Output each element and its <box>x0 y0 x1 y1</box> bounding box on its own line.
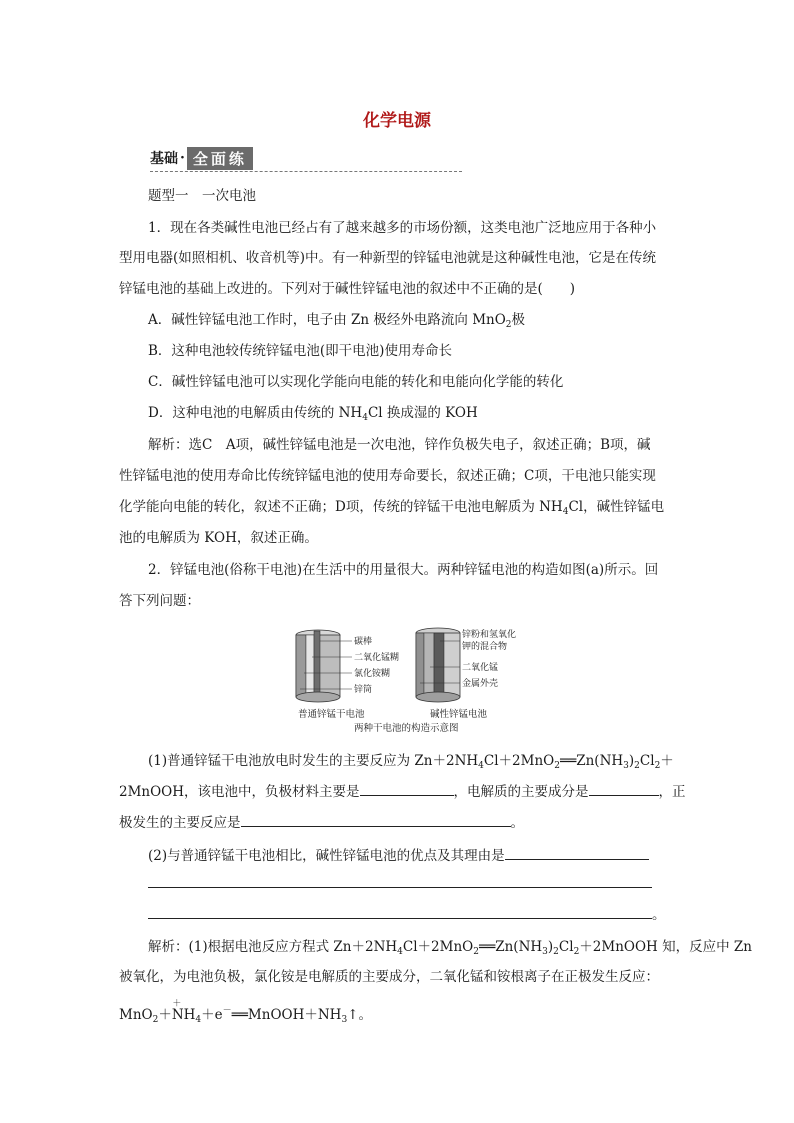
q2-line-1: 2．锌锰电池(俗称干电池)在生活中的用量很大。两种锌锰电池的构造如图(a)所示。回 <box>148 562 659 578</box>
right-label-2: 钾的混合物 <box>462 642 508 652</box>
section-box-label: 全面练 <box>187 147 253 170</box>
battery-figure <box>292 625 532 735</box>
section-base-label: 基础 <box>150 151 178 167</box>
q2-part1-line-1: (1)普通锌锰干电池放电时发生的主要反应为 $Zn+2NH_4Cl+2MnO_2══Zn(NH_3)_2Cl_2+$ <box>148 753 674 771</box>
section-dot: · <box>180 150 185 166</box>
left-label-3: 氯化铵糊 <box>354 669 391 679</box>
page-title: 化学电源 <box>363 111 431 131</box>
dry-cell-drawing <box>296 630 352 702</box>
q1-answer-line-2: 性锌锰电池的使用寿命比传统锌锰电池的使用寿命要长，叙述正确；C项，干电池只能实现 <box>119 468 656 484</box>
q1-line-2: 型用电器(如照相机、收音机等)中。有一种新型的锌锰电池就是这种碱性电池，它是在传统 <box>119 250 657 266</box>
section-label <box>150 146 253 170</box>
right-label-4: 金属外壳 <box>462 679 499 689</box>
q1-line-1: 1．现在各类碱性电池已经占有了越来越多的市场份额，这类电池广泛地应用于各种小 <box>148 220 657 236</box>
answer-blank-advantage-1[interactable] <box>505 845 649 860</box>
answer-blank-advantage-3[interactable] <box>148 904 652 919</box>
left-caption: 普通锌锰干电池 <box>298 709 365 720</box>
q2-answer-line-3: MnO$_2$＋NH ＋ $_4+e^-══MnOOH+NH_3↑$。 <box>119 999 372 1025</box>
q1-line-3: 锌锰电池的基础上改进的。下列对于碱性锌锰电池的叙述中不正确的是( ) <box>119 281 576 297</box>
q1-answer-line-1: 解析：选C A项，碱性锌锰电池是一次电池，锌作负极失电子，叙述正确；B项，碱 <box>148 437 651 453</box>
answer-blank-negative-material[interactable] <box>360 781 454 796</box>
q2-part2-line-1: (2)与普通锌锰干电池相比，碱性锌锰电池的优点及其理由是 <box>148 845 649 866</box>
right-caption: 碱性锌锰电池 <box>430 709 488 720</box>
q1-answer-line-4: 池的电解质为 KOH，叙述正确。 <box>119 530 318 546</box>
left-label-4: 锌筒 <box>354 685 373 695</box>
section-divider <box>150 171 462 172</box>
q1-option-d: D．这种电池的电解质由传统的 $NH_4Cl$ 换成湿的 KOH <box>148 405 478 423</box>
answer-blank-positive-reaction[interactable] <box>241 812 511 827</box>
q2-part1-line-2: 2MnOOH，该电池中，负极材料主要是 ，电解质的主要成分是 ，正 <box>119 781 686 802</box>
q1-option-b: B．这种电池较传统锌锰电池(即干电池)使用寿命长 <box>148 343 452 359</box>
q1-option-c: C．碱性锌锰电池可以实现化学能向电能的转化和电能向化学能的转化 <box>148 374 564 390</box>
answer-blank-electrolyte[interactable] <box>589 781 659 796</box>
answer-blank-advantage-2[interactable] <box>148 873 652 888</box>
alkaline-cell-drawing <box>416 628 460 702</box>
q2-part2-line-2 <box>148 873 652 894</box>
q2-part2-line-3: 。 <box>148 904 666 925</box>
right-label-1: 锌粉和氢氧化 <box>462 630 517 640</box>
battery-diagram <box>292 625 532 735</box>
q2-part1-line-3: 极发生的主要反应是 。 <box>119 812 524 833</box>
q2-line-2: 答下列问题： <box>119 593 200 609</box>
left-label-1: 碳棒 <box>354 637 373 647</box>
q2-answer-line-2: 被氧化，为电池负极，氯化铵是电解质的主要成分，二氧化锰和铵根离子在正极发生反应： <box>119 969 659 985</box>
q1-answer-line-3: 化学能向电能的转化，叙述不正确；D项，传统的锌锰干电池电解质为 $NH_4Cl$，碱性锌锰电 <box>119 499 665 517</box>
left-label-2: 二氧化锰糊 <box>354 653 400 663</box>
figure-caption: 两种干电池的构造示意图 <box>354 723 459 734</box>
q2-answer-line-1: 解析：(1)根据电池反应方程式 $Zn+2NH_4Cl+2MnO_2══Zn(NH_3)_2Cl_2+2MnOOH$ 知，反应中 Zn <box>148 939 752 957</box>
right-label-3: 二氧化锰 <box>462 663 499 673</box>
q1-option-a: A．碱性锌锰电池工作时，电子由 Zn 极经外电路流向 MnO$_2$极 <box>148 312 526 330</box>
type-heading: 题型一 一次电池 <box>148 188 256 204</box>
